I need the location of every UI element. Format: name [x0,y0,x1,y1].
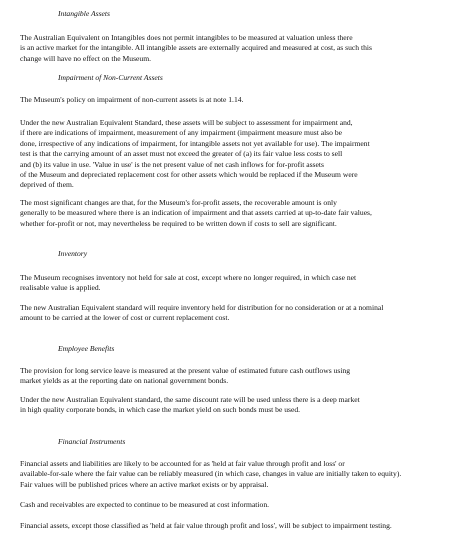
text-line: and (b) its value in use. 'Value in use' is the net present value of net cash inflows for for-profit assets [20,159,324,169]
text-line: in high quality corporate bonds, in which case the market yield on such bonds must be used. [20,405,301,415]
text-line: change will have no effect on the Museum. [20,53,152,63]
text-line: amount to be carried at the lower of cost or current replacement cost. [20,313,230,323]
text-line: Cash and receivables are expected to continue to be measured at cost information. [20,500,270,509]
text-line: Under the new Australian Equivalent Standard, these assets will be subject to assessment for impairment and, [20,118,353,127]
text-line: The most significant changes are that, for the Museum's for-profit assets, the recoverable amount is only [20,198,337,207]
text-line: The Museum's policy on impairment of non-current assets is at note 1.14. [20,95,244,104]
text-line: market yields as at the reporting date on national government bonds. [20,376,229,386]
text-line: The provision for long service leave is measured at the present value of estimated future cash outflows using [20,366,351,375]
text-line: The Museum recognises inventory not held for sale at cost, except where no longer required, in which case net [20,273,357,282]
text-line: The new Australian Equivalent standard will require inventory held for distribution for no consideration or at a nominal [20,303,384,312]
text-line: realisable value is applied. [20,283,101,293]
paragraph-employee-current [20,366,445,387]
paragraph-financial-cash [20,500,445,510]
text-line: Fair values will be published prices where an active market exists or by appraisal. [20,479,269,489]
paragraph-impairment-policy [20,95,445,105]
text-line: deprived of them. [20,180,74,190]
text-line: Financial assets, except those classified as 'held at fair value through profit and loss', will be subject to impairment testing. [20,521,392,530]
paragraph-inventory-standard [20,303,445,324]
section-heading-intangible-assets: Intangible Assets [58,9,110,18]
text-line: available-for-sale where the fair value can be reliably measured (in which case, changes in value are initially taken to equity). [20,469,402,479]
text-line: The Australian Equivalent on Intangibles does not permit intangibles to be measured at valuation unless there [20,33,353,42]
paragraph-intangibles [20,33,445,64]
section-heading-financial-instruments: Financial Instruments [58,437,126,446]
paragraph-inventory-current [20,273,445,294]
paragraph-employee-standard [20,395,445,416]
paragraph-impairment-standard [20,118,445,191]
text-line: Financial assets and liabilities are likely to be accounted for as 'held at fair value through profit and loss' or [20,459,345,468]
section-heading-inventory: Inventory [58,249,88,258]
text-line: whether for-profit or not, may nevertheless be required to be written down if costs to sell are significant. [20,218,337,228]
section-heading-employee-benefits: Employee Benefits [58,344,115,353]
text-line: test is that the carrying amount of an asset must not exceed the greater of (a) its fair value less costs to sell [20,149,343,159]
text-line: done, irrespective of any indications of impairment, for intangible assets not yet available for use). The impairment [20,138,370,148]
paragraph-impairment-changes [20,198,445,229]
text-line: if there are indications of impairment, measurement of any impairment (impairment measure must also be [20,128,342,138]
section-heading-impairment: Impairment of Non-Current Assets [58,73,163,82]
paragraph-financial-current [20,459,445,490]
paragraph-financial-impairment [20,521,445,531]
text-line: of the Museum and depreciated replacement cost for other assets which would be replaced if the Museum were [20,170,358,180]
text-line: generally to be measured where there is an indication of impairment and that assets carried at up-to-date fair values, [20,208,372,218]
text-line: is an active market for the intangible. All intangible assets are externally acquired and measured at cost, as such this [20,43,372,53]
text-line: Under the new Australian Equivalent standard, the same discount rate will be used unless there is a deep market [20,395,360,404]
